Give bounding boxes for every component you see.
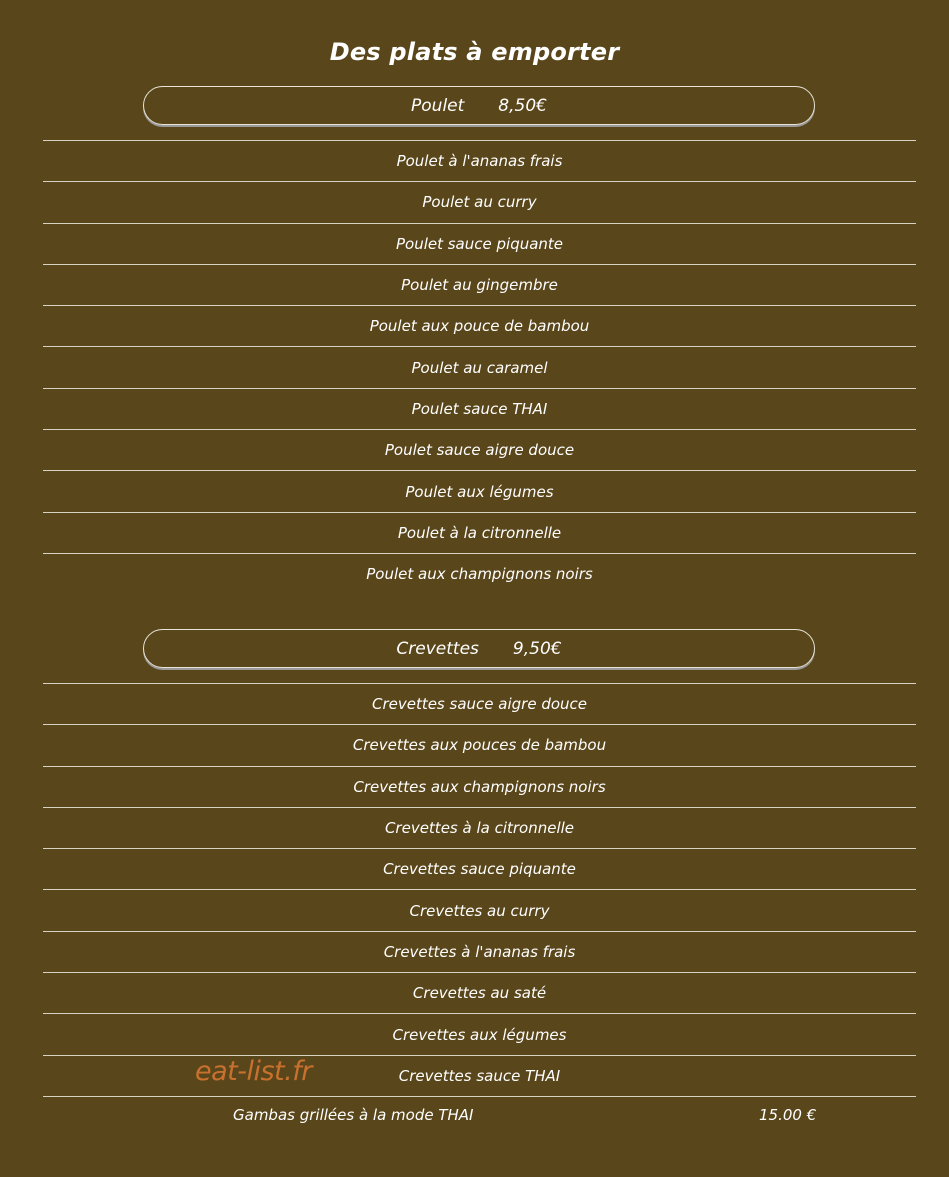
menu-item: Crevettes sauce aigre douce bbox=[43, 683, 916, 724]
menu-item: Poulet sauce THAI bbox=[43, 388, 916, 429]
section-price: 8,50€ bbox=[498, 95, 547, 116]
section-header-poulet bbox=[143, 86, 815, 125]
menu-item: Poulet aux pouce de bambou bbox=[43, 305, 916, 346]
menu-item: Crevettes au saté bbox=[43, 972, 916, 1013]
menu-item: Poulet à l'ananas frais bbox=[43, 140, 916, 181]
menu-item-price: 15.00 € bbox=[759, 1106, 817, 1124]
menu-item: Poulet aux champignons noirs bbox=[43, 553, 916, 594]
section-price: 9,50€ bbox=[512, 638, 562, 659]
watermark: eat-list.fr bbox=[195, 1056, 312, 1087]
menu-item: Crevettes au curry bbox=[43, 889, 916, 930]
extra-menu-row bbox=[43, 1096, 916, 1134]
menu-item: Crevettes à la citronnelle bbox=[43, 807, 916, 848]
page-title: Des plats à emporter bbox=[329, 38, 620, 66]
section-header-crevettes bbox=[143, 629, 815, 668]
menu-item: Poulet sauce aigre douce bbox=[43, 429, 916, 470]
menu-item: Poulet sauce piquante bbox=[43, 223, 916, 264]
menu-item: Poulet au caramel bbox=[43, 346, 916, 387]
menu-item-name: Gambas grillées à la mode THAI bbox=[233, 1106, 474, 1124]
menu-item: Crevettes aux légumes bbox=[43, 1013, 916, 1054]
menu-item: Crevettes aux champignons noirs bbox=[43, 766, 916, 807]
menu-item: Poulet à la citronnelle bbox=[43, 512, 916, 553]
menu-item: Crevettes sauce piquante bbox=[43, 848, 916, 889]
menu-item: Crevettes aux pouces de bambou bbox=[43, 724, 916, 765]
menu-item: Poulet au curry bbox=[43, 181, 916, 222]
section-name: Crevettes bbox=[396, 638, 479, 659]
section-name: Poulet bbox=[411, 95, 465, 116]
menu-item: Crevettes sauce THAI bbox=[43, 1055, 916, 1096]
menu-item: Poulet aux légumes bbox=[43, 470, 916, 511]
menu-list-poulet bbox=[43, 140, 916, 594]
menu-item: Crevettes à l'ananas frais bbox=[43, 931, 916, 972]
menu-list-crevettes bbox=[43, 683, 916, 1096]
menu-item: Poulet au gingembre bbox=[43, 264, 916, 305]
